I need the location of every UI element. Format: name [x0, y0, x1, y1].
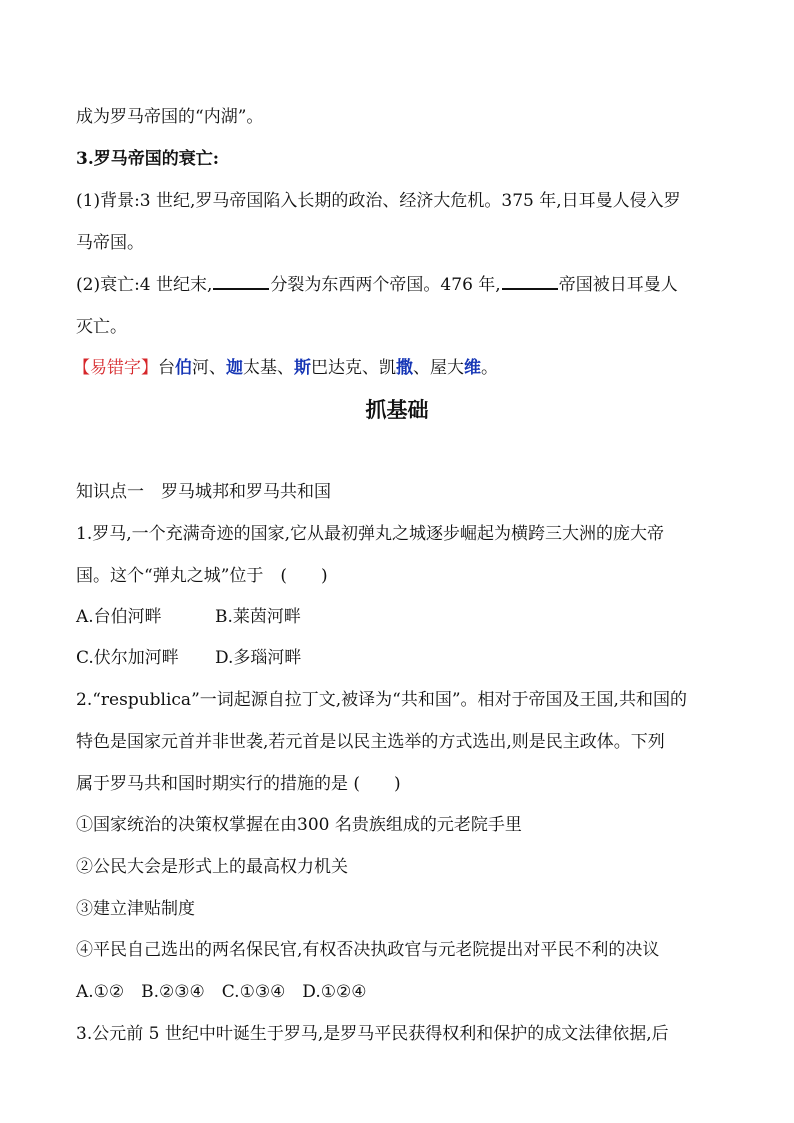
q2-item-2: ②公民大会是形式上的最高权力机关 [76, 857, 348, 877]
section-heading-decline: 3.罗马帝国的衰亡: [76, 149, 220, 169]
word-3b: 巴达克、 [311, 358, 379, 378]
q1-option-d[interactable]: D.多瑙河畔 [215, 648, 302, 668]
word-1b-highlight: 伯 [175, 358, 192, 378]
section-title: 抓基础 [365, 398, 429, 422]
q1-options-row-2 [76, 647, 726, 669]
word-5c: 。 [481, 358, 498, 378]
decline-suffix: 帝国被日耳曼人 [558, 275, 678, 295]
word-1c: 河、 [192, 358, 226, 378]
word-5b-highlight: 维 [464, 358, 481, 378]
word-1a: 台 [158, 358, 175, 378]
decline-prefix: (2)衰亡:4 世纪末, [76, 275, 213, 295]
q1-options-row-1 [76, 606, 726, 628]
q1-stem-line-1: 1.罗马,一个充满奇迹的国家,它从最初弹丸之城逐步崛起为横跨三大洲的庞大帝 [76, 524, 665, 544]
word-3a-highlight: 斯 [294, 358, 311, 378]
q2-stem-line-1: 2.“respublica”一词起源自拉丁文,被译为“共和国”。相对于帝国及王国,共和国的 [76, 690, 687, 710]
fill-blank-1[interactable] [213, 274, 269, 290]
q2-item-4: ④平民自己选出的两名保民官,有权否决执政官与元老院提出对平民不利的决议 [76, 940, 660, 960]
q2-item-1: ①国家统治的决策权掌握在由300 名贵族组成的元老院手里 [76, 815, 522, 835]
q1-option-c[interactable]: C.伏尔加河畔 [76, 648, 179, 668]
q2-stem-line-3: 属于罗马共和国时期实行的措施的是 ( ) [76, 774, 401, 794]
background-line-1: (1)背景:3 世纪,罗马帝国陷入长期的政治、经济大危机。375 年,日耳曼人侵入罗 [76, 191, 681, 211]
continued-text: 成为罗马帝国的“内湖”。 [76, 107, 264, 127]
decline-mid: 分裂为东西两个帝国。476 年, [270, 275, 501, 295]
q2-options[interactable]: A.①② B.②③④ C.①③④ D.①②④ [76, 982, 367, 1002]
error-prone-words [73, 357, 723, 379]
q1-stem-line-2: 国。这个“弹丸之城”位于 ( ) [76, 566, 328, 586]
q3-stem-line-1: 3.公元前 5 世纪中叶诞生于罗马,是罗马平民获得权利和保护的成文法律依据,后 [76, 1024, 669, 1044]
word-2a-highlight: 迦 [226, 358, 243, 378]
knowledge-point-heading: 知识点一 罗马城邦和罗马共和国 [76, 482, 331, 502]
q2-item-3: ③建立津贴制度 [76, 899, 195, 919]
q1-option-b[interactable]: B.莱茵河畔 [215, 607, 301, 627]
word-5a: 屋大 [430, 358, 464, 378]
decline-line-1 [76, 274, 726, 296]
fill-blank-2[interactable] [502, 274, 558, 290]
q1-option-a[interactable]: A.台伯河畔 [76, 607, 162, 627]
word-4b-highlight: 撒 [396, 358, 413, 378]
error-prone-tag: 【易错字】 [73, 358, 158, 378]
background-line-2: 马帝国。 [76, 233, 144, 253]
word-4a: 凯 [379, 358, 396, 378]
decline-line-2: 灭亡。 [76, 317, 127, 337]
word-4c: 、 [413, 358, 430, 378]
q2-stem-line-2: 特色是国家元首并非世袭,若元首是以民主选举的方式选出,则是民主政体。下列 [76, 732, 665, 752]
word-2b: 太基、 [243, 358, 294, 378]
